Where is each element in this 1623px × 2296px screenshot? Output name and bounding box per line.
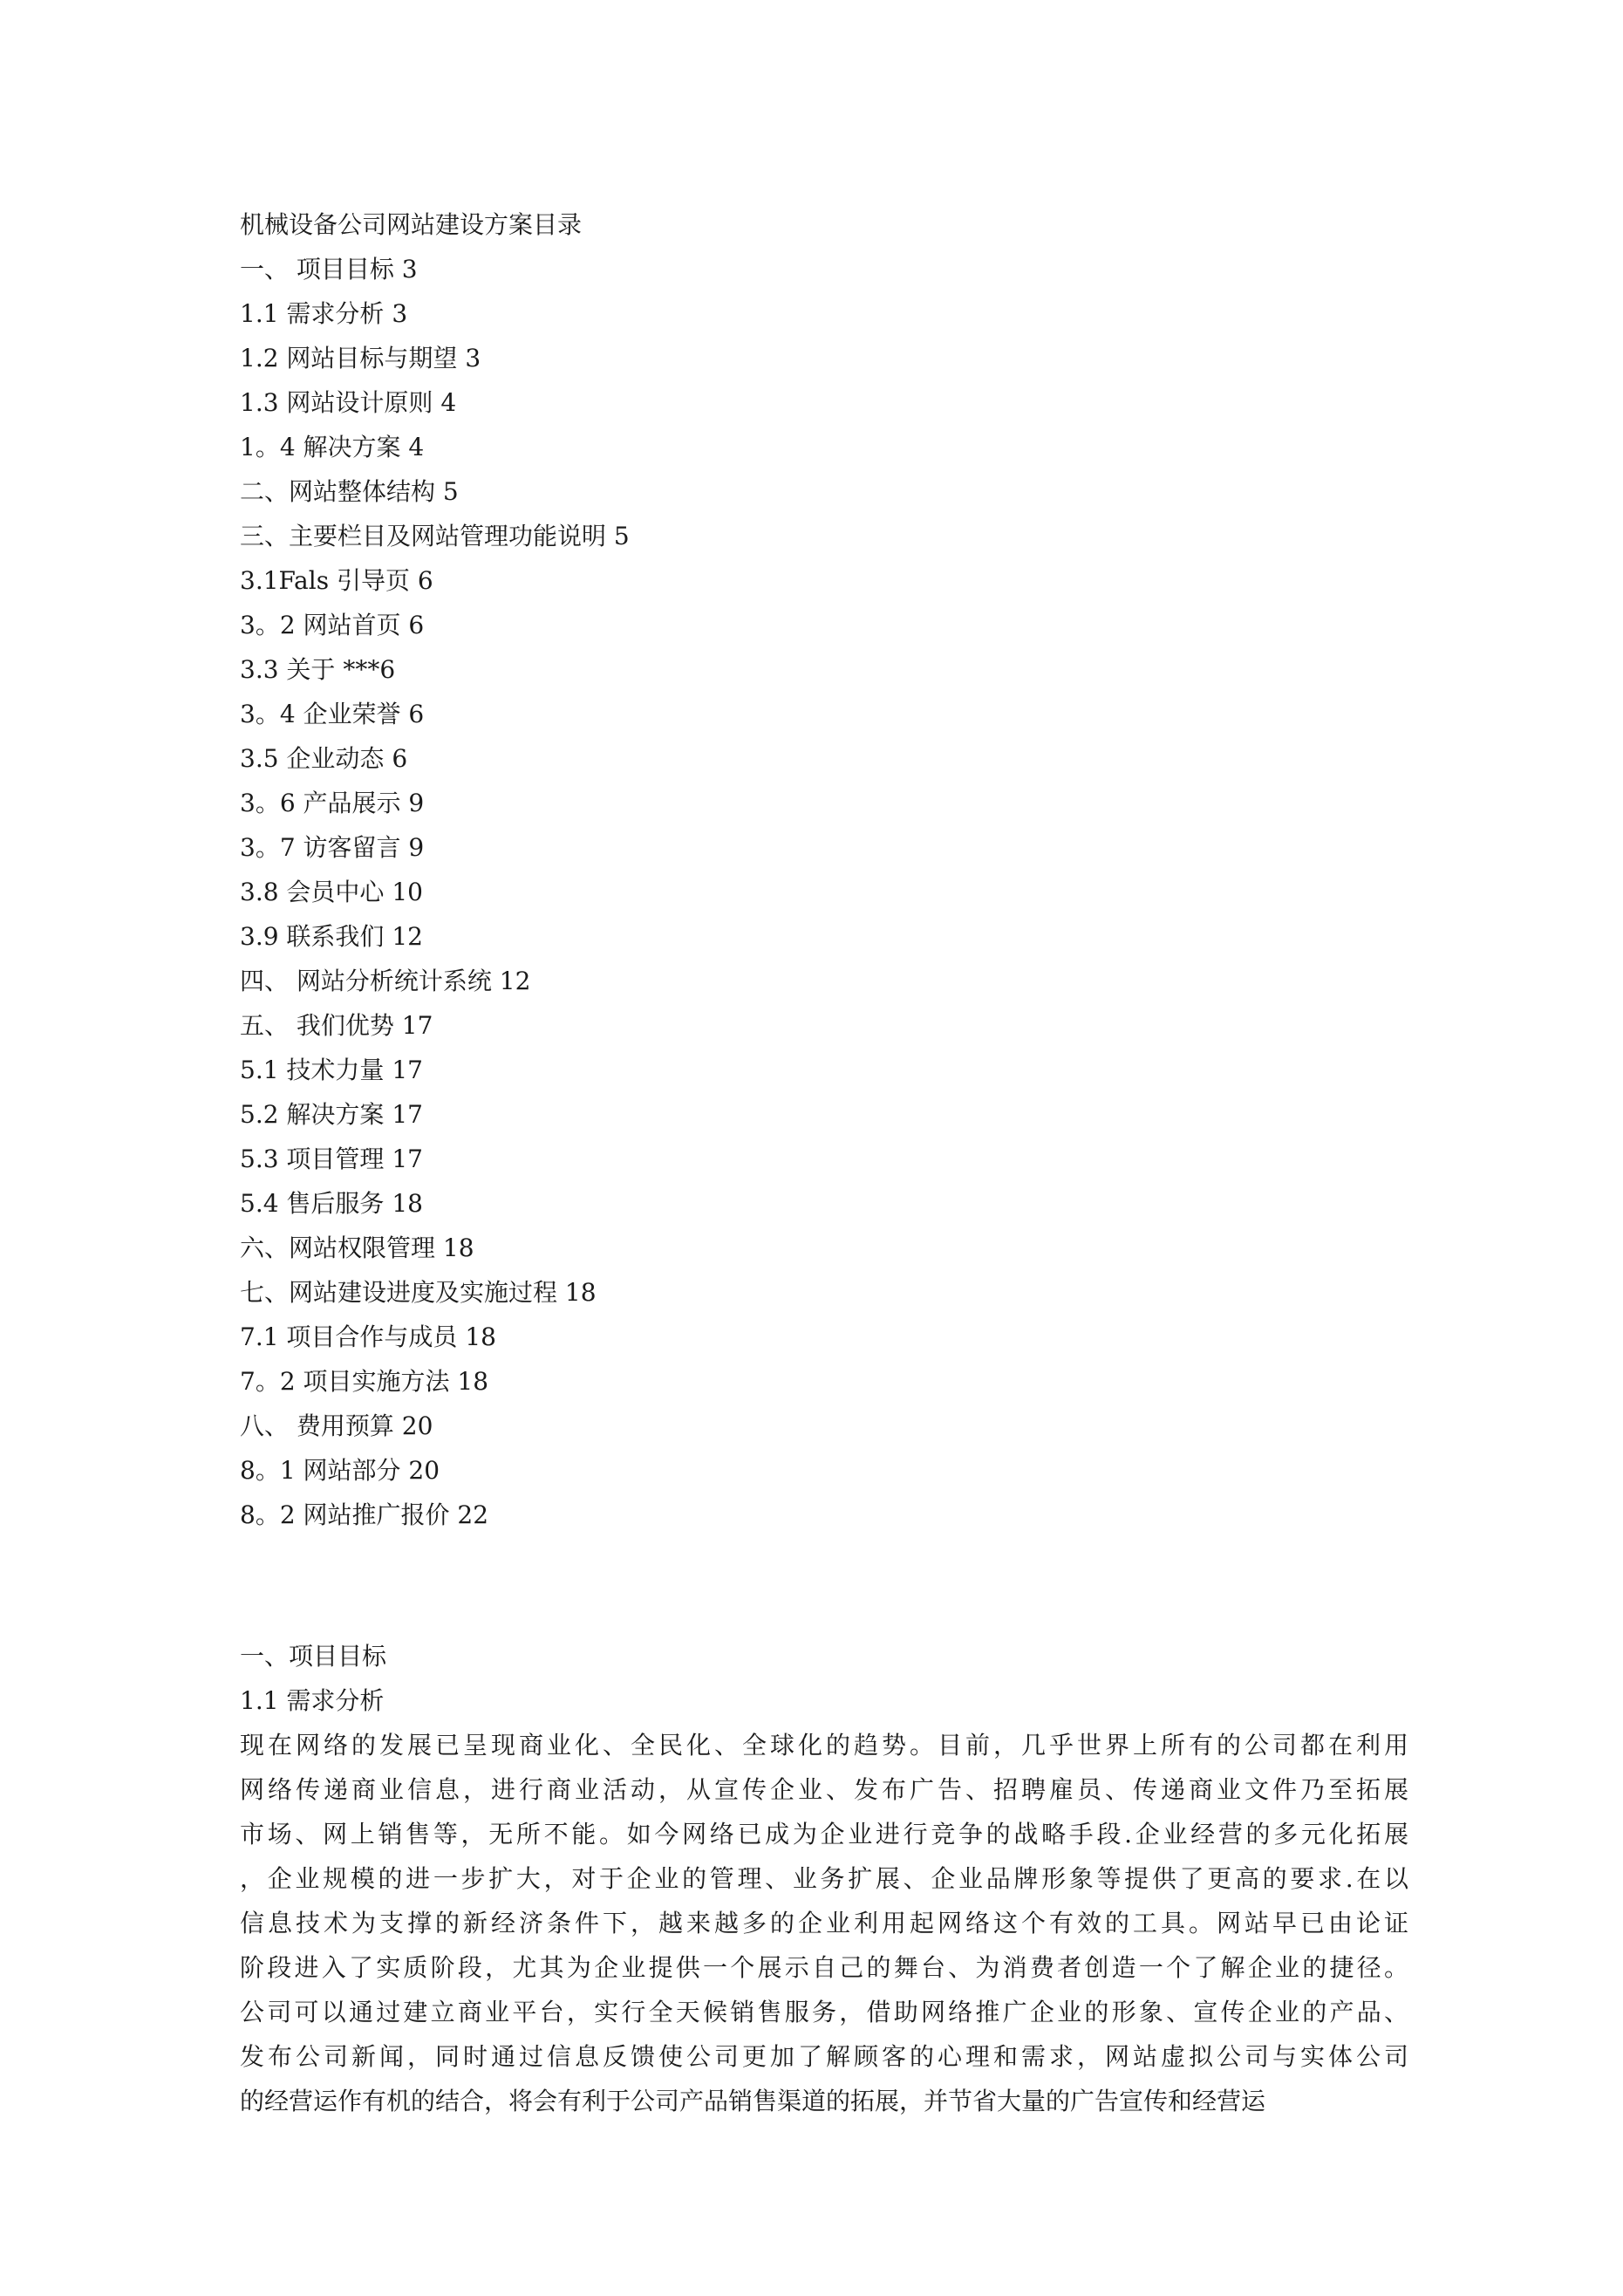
toc-entry: 5.4 售后服务 18 bbox=[240, 1189, 423, 1218]
body-line: 的经营运作有机的结合，将会有利于公司产品销售渠道的拓展，并节省大量的广告宣传和经营运 bbox=[240, 2087, 1266, 2115]
toc-entry: 5.1 技术力量 17 bbox=[240, 1056, 423, 1084]
toc-entry: 八、 费用预算 20 bbox=[240, 1411, 433, 1440]
toc-entry: 3.9 联系我们 12 bbox=[240, 922, 423, 951]
toc-entry: 3.1Fals 引导页 6 bbox=[240, 566, 433, 595]
section-heading: 一、项目目标 bbox=[240, 1642, 387, 1671]
body-paragraph bbox=[240, 1723, 1408, 2123]
toc-entry: 3.3 关于 ***6 bbox=[240, 655, 396, 684]
toc-entry: 8。2 网站推广报价 22 bbox=[240, 1500, 489, 1529]
body-line: ，企业规模的进一步扩大，对于企业的管理、业务扩展、企业品牌形象等提供了更高的要求.在以 bbox=[240, 1864, 1408, 1893]
subsection-heading: 1.1 需求分析 bbox=[240, 1686, 385, 1715]
toc-entry: 六、网站权限管理 18 bbox=[240, 1233, 474, 1262]
toc-entry: 5.2 解决方案 17 bbox=[240, 1100, 423, 1129]
body-line: 网络传递商业信息，进行商业活动，从宣传企业、发布广告、招聘雇员、传递商业文件乃至拓展 bbox=[240, 1775, 1408, 1804]
body-section bbox=[240, 1634, 1408, 2123]
toc-entry: 四、 网站分析统计系统 12 bbox=[240, 967, 531, 995]
toc-entry: 1.2 网站目标与期望 3 bbox=[240, 344, 481, 372]
toc-entry: 1.3 网站设计原则 4 bbox=[240, 388, 457, 417]
toc-entry: 3.5 企业动态 6 bbox=[240, 744, 408, 773]
table-of-contents bbox=[240, 202, 1408, 1537]
toc-entry: 5.3 项目管理 17 bbox=[240, 1145, 423, 1173]
body-line: 发布公司新闻，同时通过信息反馈使公司更加了解顾客的心理和需求，网站虚拟公司与实体公司 bbox=[240, 2042, 1408, 2071]
toc-entry: 一、 项目目标 3 bbox=[240, 255, 418, 284]
toc-entry: 七、网站建设进度及实施过程 18 bbox=[240, 1278, 597, 1307]
toc-entry: 3.8 会员中心 10 bbox=[240, 878, 423, 906]
document-title: 机械设备公司网站建设方案目录 bbox=[240, 210, 583, 239]
toc-entry: 3。2 网站首页 6 bbox=[240, 611, 425, 639]
body-line: 公司可以通过建立商业平台，实行全天候销售服务，借助网络推广企业的形象、宣传企业的产品、 bbox=[240, 1998, 1408, 2026]
toc-entry: 3。4 企业荣誉 6 bbox=[240, 700, 425, 728]
body-line: 阶段进入了实质阶段，尤其为企业提供一个展示自己的舞台、为消费者创造一个了解企业的捷径。 bbox=[240, 1953, 1408, 1982]
toc-entry: 三、主要栏目及网站管理功能说明 5 bbox=[240, 522, 630, 550]
toc-entry: 1.1 需求分析 3 bbox=[240, 299, 408, 328]
toc-entry: 1。4 解决方案 4 bbox=[240, 433, 425, 461]
toc-entry: 3。6 产品展示 9 bbox=[240, 789, 425, 817]
toc-list bbox=[240, 247, 1408, 1537]
body-line: 现在网络的发展已呈现商业化、全民化、全球化的趋势。目前，几乎世界上所有的公司都在利用 bbox=[240, 1731, 1408, 1760]
body-line: 市场、网上销售等，无所不能。如今网络已成为企业进行竞争的战略手段.企业经营的多元化拓展 bbox=[240, 1820, 1408, 1848]
toc-entry: 3。7 访客留言 9 bbox=[240, 833, 425, 862]
toc-entry: 8。1 网站部分 20 bbox=[240, 1456, 440, 1485]
toc-entry: 五、 我们优势 17 bbox=[240, 1011, 433, 1040]
body-line: 信息技术为支撑的新经济条件下，越来越多的企业利用起网络这个有效的工具。网站早已由论证 bbox=[240, 1909, 1408, 1937]
toc-entry: 7.1 项目合作与成员 18 bbox=[240, 1322, 496, 1351]
toc-entry: 7。2 项目实施方法 18 bbox=[240, 1367, 489, 1396]
toc-entry: 二、网站整体结构 5 bbox=[240, 477, 459, 506]
